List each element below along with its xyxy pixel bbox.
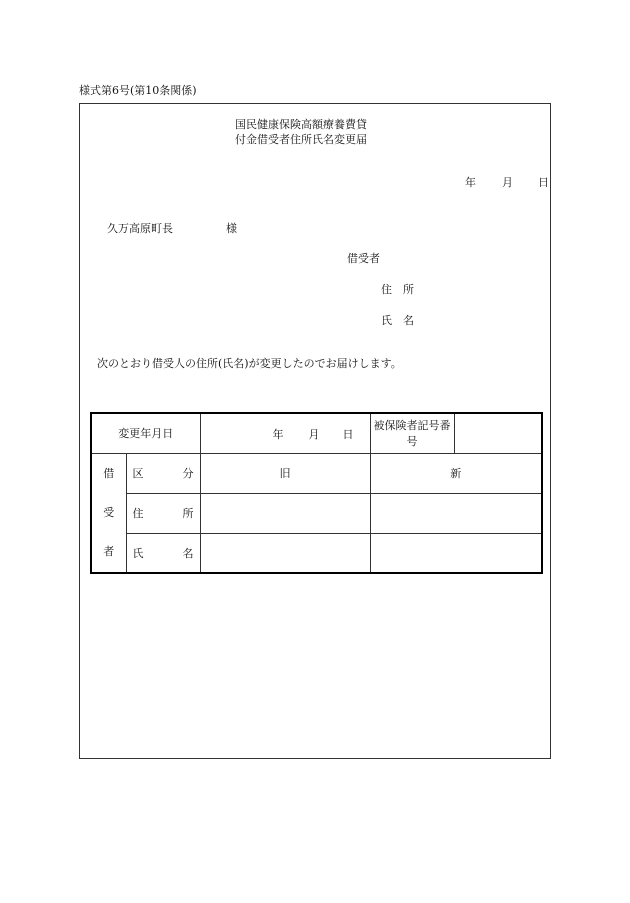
addressee: 久万高原町長 <box>107 222 173 235</box>
form-title-line1: 国民健康保険高額療養費貸 <box>235 118 367 131</box>
addressee-suffix: 様 <box>226 222 237 235</box>
new-address-field[interactable] <box>370 493 542 533</box>
form-title-line2: 付金借受者住所氏名変更届 <box>235 133 367 146</box>
table-row <box>91 533 542 573</box>
category-label: 区 分 <box>126 453 200 493</box>
form-number-label: 様式第6号(第10条関係) <box>79 84 197 97</box>
insured-number-field[interactable] <box>454 413 542 453</box>
insured-number-label: 被保険者記号番号 <box>370 413 454 453</box>
borrower-name-label: 氏名 <box>381 314 425 327</box>
old-column-header: 旧 <box>200 453 370 493</box>
notice-text: 次のとおり借受人の住所(氏名)が変更したのでお届けします。 <box>97 357 402 370</box>
name-row-label: 氏 名 <box>126 533 200 573</box>
old-name-field[interactable] <box>200 533 370 573</box>
change-date-label: 変更年月日 <box>91 413 200 453</box>
address-row-label: 住 所 <box>126 493 200 533</box>
new-name-field[interactable] <box>370 533 542 573</box>
change-date-field[interactable] <box>200 413 370 453</box>
borrower-label: 借受者 <box>347 252 380 265</box>
date-month-label: 月 <box>502 176 513 189</box>
date-day-label: 日 <box>538 176 549 189</box>
table-row <box>91 453 542 493</box>
borrower-side-label: 借 受 者 <box>91 453 126 573</box>
table-row <box>91 413 542 453</box>
table-row <box>91 493 542 533</box>
new-column-header: 新 <box>370 453 542 493</box>
old-address-field[interactable] <box>200 493 370 533</box>
date-year-label: 年 <box>465 176 476 189</box>
change-date-year: 年 <box>272 428 284 442</box>
borrower-address-label: 住所 <box>381 283 425 296</box>
change-date-month: 月 <box>308 428 320 442</box>
change-date-day: 日 <box>342 428 354 442</box>
change-table <box>90 412 543 574</box>
